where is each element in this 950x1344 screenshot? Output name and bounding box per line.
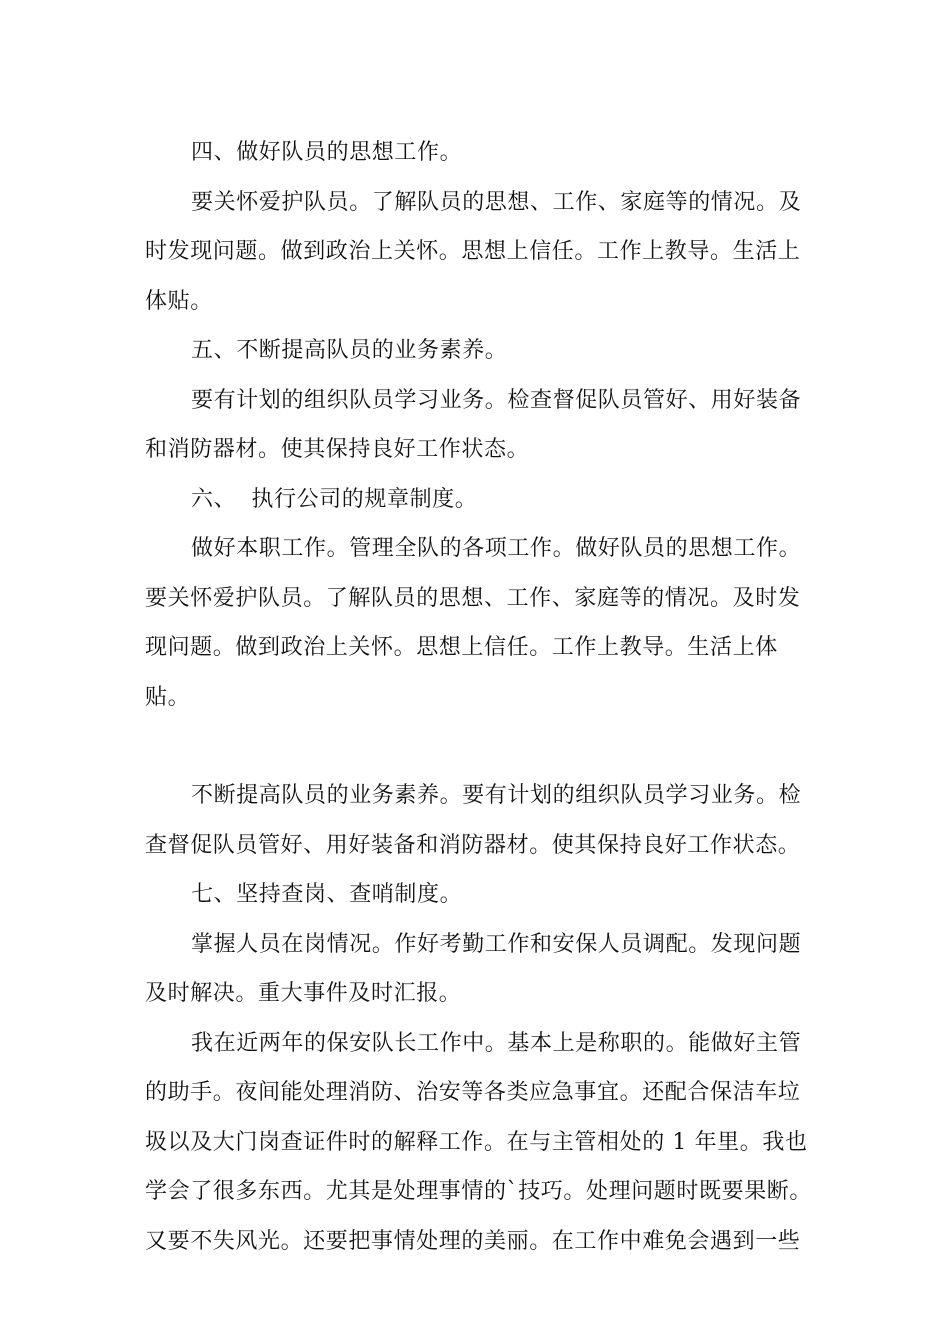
section-heading-4: 四、做好队员的思想工作。 [191, 140, 463, 165]
section-heading-7: 七、坚持查岗、查哨制度。 [191, 882, 463, 907]
section-heading-6: 六、 执行公司的规章制度。 [191, 486, 478, 512]
paragraph-post-checks: 掌握人员在岗情况。作好考勤工作和安保人员调配。发现问题及时解决。重大事件及时汇报。 [145, 931, 802, 1006]
paragraph-duties: 做好本职工作。管理全队的各项工作。做好队员的思想工作。要关怀爱护队员。了解队员的思想、工作、家庭等的情况。及时发现问题。做到政治上关怀。思想上信任。工作上教导。生活上体贴。 [145, 536, 802, 710]
paragraph-care-for-members: 要关怀爱护队员。了解队员的思想、工作、家庭等的情况。及时发现问题。做到政治上关怀。思想上信任。工作上教导。生活上体贴。 [145, 189, 802, 314]
section-heading-5: 五、不断提高队员的业务素养。 [191, 338, 508, 363]
paragraph-spacer [145, 722, 817, 771]
document-body [145, 128, 817, 1266]
paragraph-training-plan: 要有计划的组织队员学习业务。检查督促队员管好、用好装备和消防器材。使其保持良好工作状态。 [145, 387, 802, 462]
paragraph-improve-skills: 不断提高队员的业务素养。要有计划的组织队员学习业务。检查督促队员管好、用好装备和消防器材。使其保持良好工作状态。 [145, 783, 802, 858]
paragraph-self-review: 我在近两年的保安队长工作中。基本上是称职的。能做好主管的助手。夜间能处理消防、治安等各类应急事宜。还配合保洁车垃圾以及大门岗查证件时的解释工作。在与主管相处的 1 年里。我也学会了很多东西。尤其是处理事情的`技巧。处理问题时既要果断。又要不失风光。还要把事情处理的美丽。在工作中难免会遇到一些 [145, 1030, 813, 1254]
